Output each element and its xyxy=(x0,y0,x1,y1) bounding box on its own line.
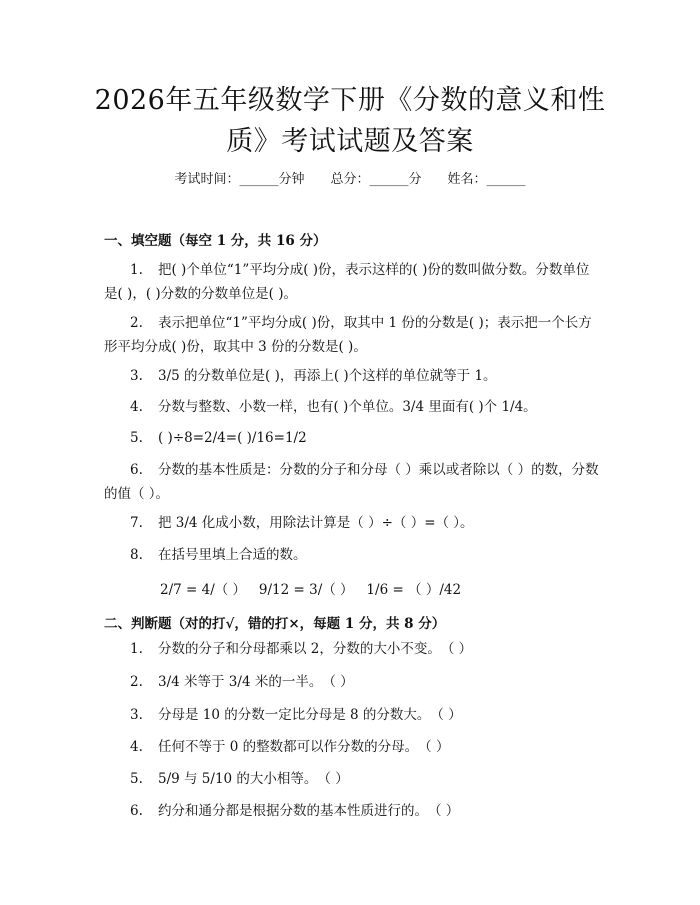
question-text: 表示把单位“1”平均分成( )份，取其中 1 份的分数是( )；表示把一个长方形平均分成( )份，取其中 3 份的分数是( )。 xyxy=(104,315,592,355)
exam-meta-line: 考试时间：______分钟 总分：______分 姓名：______ xyxy=(174,172,526,187)
question-text: 在括号里填上合适的数。 xyxy=(158,547,307,563)
page-title: 2026年五年级数学下册《分数的意义和性质》考试试题及答案 xyxy=(94,85,606,157)
question-item xyxy=(104,364,600,388)
question-number: 8. xyxy=(130,547,143,563)
question-text: 3/5 的分数单位是( )，再添上( )个这样的单位就等于 1。 xyxy=(158,368,497,384)
question-number: 4. xyxy=(130,399,143,415)
question-item xyxy=(104,670,600,694)
question-text: 约分和通分都是根据分数的基本性质进行的。 （ ） xyxy=(158,803,460,819)
question-item xyxy=(104,543,600,567)
section-heading-true-false: 二、判断题（对的打√，错的打×，每题 1 分，共 8 分） xyxy=(104,616,446,632)
question-text: 3/4 米等于 3/4 米的一半。 （ ） xyxy=(158,674,354,690)
question-item xyxy=(104,426,600,450)
question-number: 2. xyxy=(130,315,143,331)
question-number: 4. xyxy=(130,739,143,755)
question-text: 任何不等于 0 的整数都可以作分数的分母。 （ ） xyxy=(158,739,450,755)
question-item xyxy=(104,767,600,791)
question-number: 3. xyxy=(130,368,143,384)
question-text: ( )÷8=2/4=( )/16=1/2 xyxy=(158,430,307,446)
question-text: 分母是 10 的分数一定比分母是 8 的分数大。 （ ） xyxy=(158,707,462,723)
question-number: 3. xyxy=(130,707,143,723)
question-text: 把( )个单位“1”平均分成( )份，表示这样的( )份的数叫做分数。分数单位是( )，( )分数的分数单位是( )。 xyxy=(104,262,590,302)
question-number: 6. xyxy=(130,803,143,819)
question-text: 分数与整数、小数一样，也有( )个单位。3/4 里面有( )个 1/4。 xyxy=(158,399,537,415)
question-text: 分数的分子和分母都乘以 2，分数的大小不变。 （ ） xyxy=(158,641,473,657)
question-item xyxy=(104,311,600,359)
question-item xyxy=(104,799,600,823)
question-number: 5. xyxy=(130,430,143,446)
question-text: 5/9 与 5/10 的大小相等。 （ ） xyxy=(158,771,349,787)
question-number: 7. xyxy=(130,515,143,531)
question-number: 5. xyxy=(130,771,143,787)
question-text: 把 3/4 化成小数，用除法计算是（ ）÷（ ）=（ ）。 xyxy=(158,515,474,531)
question-item xyxy=(104,637,600,661)
question-item xyxy=(104,511,600,535)
question-number: 2. xyxy=(130,674,143,690)
question-number: 1. xyxy=(130,641,143,657)
question-item xyxy=(104,735,600,759)
question-item xyxy=(104,258,600,306)
question-item xyxy=(104,458,600,506)
section-heading-fill-in: 一、填空题（每空 1 分，共 16 分） xyxy=(104,233,327,249)
question-number: 6. xyxy=(130,462,143,478)
question-item xyxy=(104,703,600,727)
equation-line: 2/7 = 4/（ ） 9/12 = 3/（ ） 1/6 = （ ）/42 xyxy=(160,582,462,598)
question-text: 分数的基本性质是：分数的分子和分母（ ）乘以或者除以（ ）的数，分数的值（ ）。 xyxy=(104,462,599,502)
question-number: 1. xyxy=(130,262,143,278)
question-item xyxy=(104,395,600,419)
